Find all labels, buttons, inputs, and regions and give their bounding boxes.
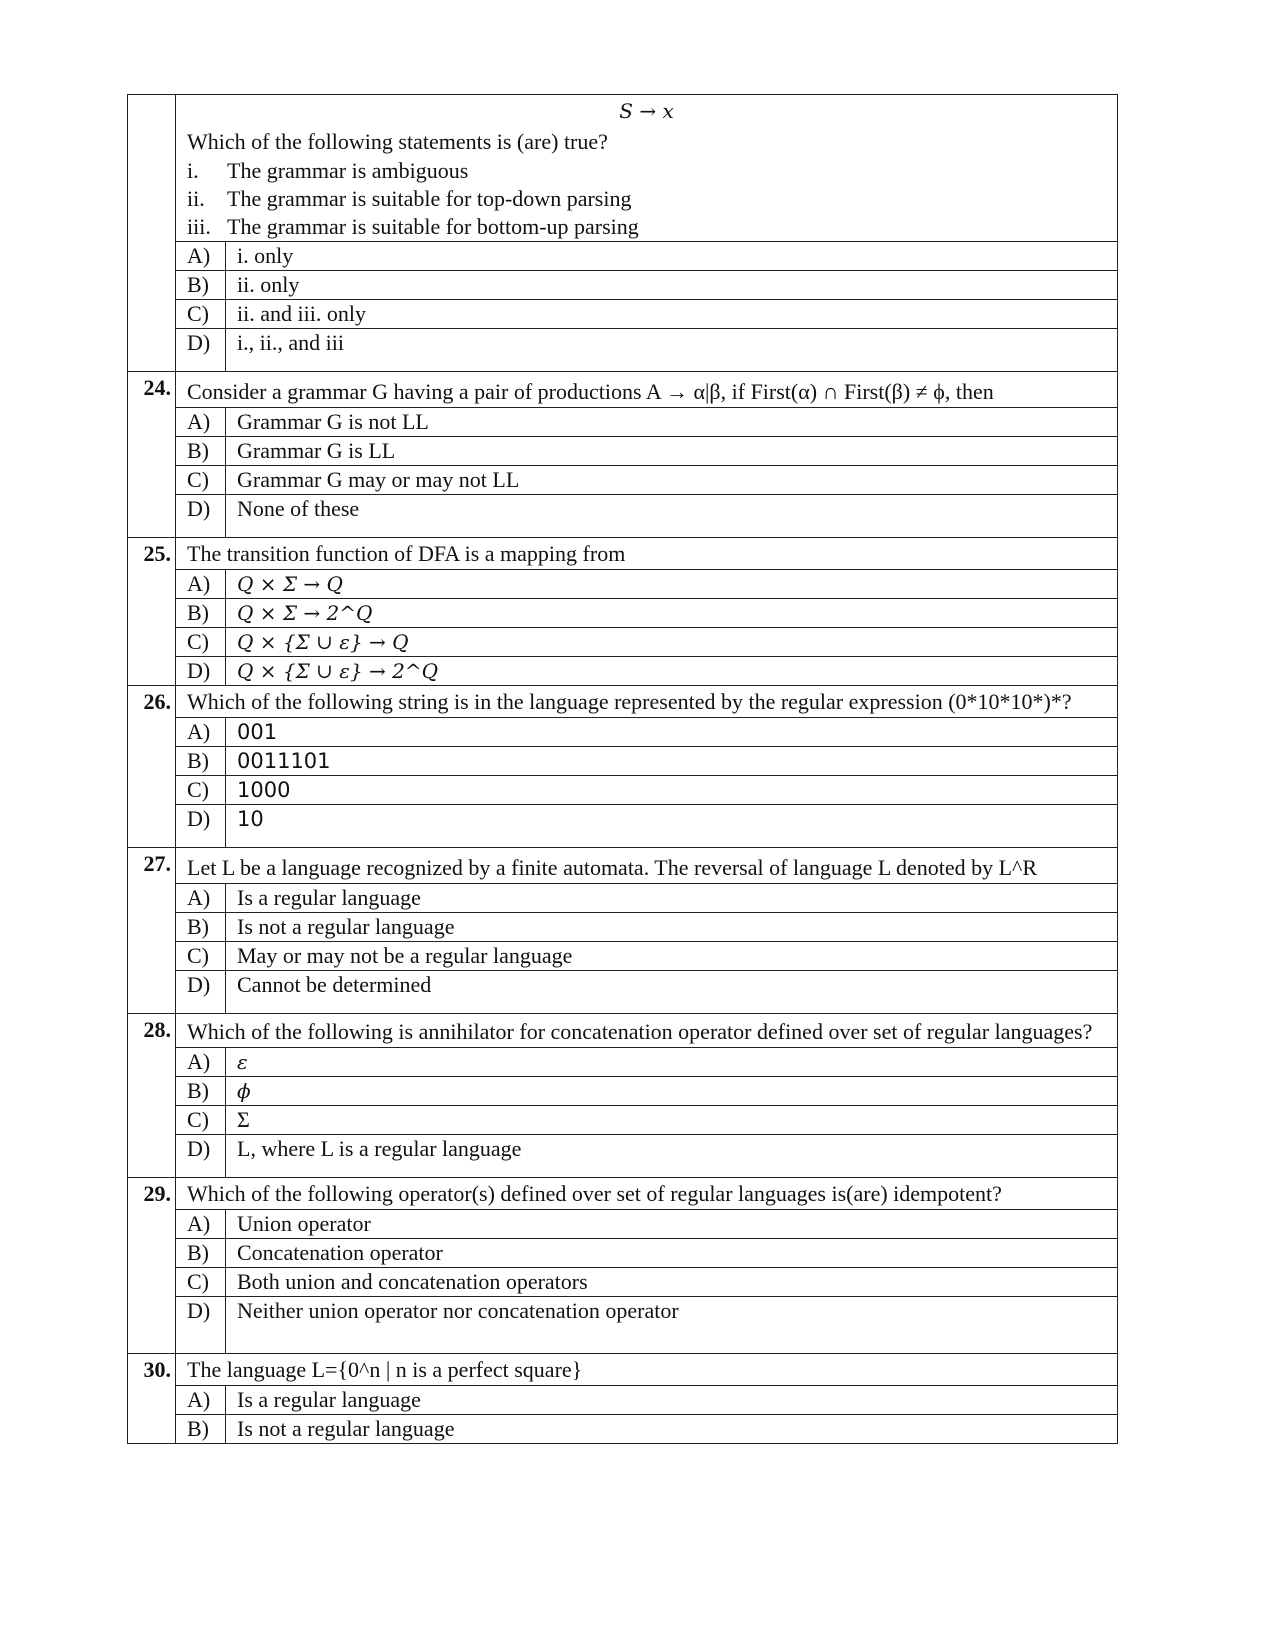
question-body (176, 1014, 1117, 1177)
option-d (176, 656, 1117, 685)
production-rule: S → x (619, 99, 674, 123)
option-a (176, 717, 1117, 746)
option-a (176, 241, 1117, 270)
option-text: i. only (237, 243, 294, 268)
question-number: 26. (128, 686, 176, 847)
option-b (176, 1076, 1117, 1105)
question-body (176, 848, 1117, 1013)
option-text: ε (237, 1050, 248, 1074)
statement (176, 185, 1117, 213)
option-b (176, 1414, 1117, 1443)
option-label: A) (176, 1210, 226, 1238)
statement (176, 213, 1117, 241)
option-d (176, 494, 1117, 537)
question-body (176, 686, 1117, 847)
option-label: D) (176, 805, 226, 847)
option-text: ii. and iii. only (237, 301, 366, 326)
option-text: Is not a regular language (237, 914, 455, 939)
question-body (176, 1354, 1117, 1443)
statement-number: iii. (187, 214, 211, 239)
question-body (176, 538, 1117, 685)
question-text: Let L be a language recognized by a finite automata. The reversal of language L denoted by L^R (187, 855, 1038, 880)
question-27 (128, 847, 1117, 1013)
option-d (176, 804, 1117, 847)
option-text: i., ii., and iii (237, 330, 344, 355)
option-label: C) (176, 776, 226, 804)
option-label: B) (176, 599, 226, 627)
option-text: Union operator (237, 1211, 371, 1236)
option-c (176, 775, 1117, 804)
question-text: Which of the following statements is (are) true? (187, 129, 608, 154)
option-text: Q × {Σ ∪ ε} → 2^Q (237, 659, 439, 683)
option-label: D) (176, 971, 226, 1013)
option-label: C) (176, 628, 226, 656)
option-label: C) (176, 1268, 226, 1296)
option-a (176, 1047, 1117, 1076)
question-30 (128, 1353, 1117, 1443)
question-table (127, 94, 1118, 1444)
option-d (176, 970, 1117, 1013)
option-label: A) (176, 570, 226, 598)
option-label: C) (176, 942, 226, 970)
option-text: 1000 (237, 778, 291, 802)
question-26 (128, 685, 1117, 847)
option-d (176, 1134, 1117, 1177)
option-label: B) (176, 271, 226, 299)
question-body (176, 372, 1117, 537)
question-text: Which of the following string is in the language represented by the regular expression (0*10*10*)*? (187, 689, 1072, 714)
option-text: L, where L is a regular language (237, 1136, 522, 1161)
option-c (176, 1105, 1117, 1134)
option-text: Both union and concatenation operators (237, 1269, 588, 1294)
option-label: A) (176, 408, 226, 436)
option-text: Σ (237, 1107, 250, 1132)
option-label: D) (176, 1135, 226, 1177)
statement (176, 157, 1117, 185)
option-label: B) (176, 437, 226, 465)
option-a (176, 569, 1117, 598)
option-label: A) (176, 1386, 226, 1414)
option-label: C) (176, 300, 226, 328)
option-label: B) (176, 913, 226, 941)
option-a (176, 407, 1117, 436)
option-label: B) (176, 747, 226, 775)
option-text: Is a regular language (237, 885, 421, 910)
option-b (176, 598, 1117, 627)
question-number: 27. (128, 848, 176, 1013)
option-b (176, 436, 1117, 465)
option-text: May or may not be a regular language (237, 943, 573, 968)
question-25 (128, 537, 1117, 685)
option-c (176, 299, 1117, 328)
option-label: A) (176, 884, 226, 912)
question-number: 25. (128, 538, 176, 685)
question-number: 29. (128, 1178, 176, 1353)
question-number: 30. (128, 1354, 176, 1443)
question-body (176, 1178, 1117, 1353)
statement-text: The grammar is ambiguous (227, 158, 469, 183)
option-text: 10 (237, 807, 264, 831)
question-number: 28. (128, 1014, 176, 1177)
question-text: Which of the following is annihilator for concatenation operator defined over set of regular languages? (187, 1019, 1093, 1044)
option-label: C) (176, 1106, 226, 1134)
statement-number: ii. (187, 186, 205, 211)
option-text: Is not a regular language (237, 1416, 455, 1441)
question-28 (128, 1013, 1117, 1177)
option-text: Q × Σ → Q (237, 572, 343, 596)
option-label: D) (176, 495, 226, 537)
question-text: Which of the following operator(s) defined over set of regular languages is(are) idempotent? (187, 1181, 1002, 1206)
option-d (176, 1296, 1117, 1353)
question-29 (128, 1177, 1117, 1353)
option-text: Grammar G may or may not LL (237, 467, 520, 492)
question-number (128, 95, 176, 371)
option-b (176, 746, 1117, 775)
option-text: 001 (237, 720, 278, 744)
option-label: A) (176, 242, 226, 270)
option-b (176, 912, 1117, 941)
option-label: B) (176, 1415, 226, 1443)
option-text: Is a regular language (237, 1387, 421, 1412)
option-label: D) (176, 657, 226, 685)
option-c (176, 465, 1117, 494)
question-number: 24. (128, 372, 176, 537)
option-b (176, 1238, 1117, 1267)
option-c (176, 941, 1117, 970)
option-text: None of these (237, 496, 360, 521)
option-label: C) (176, 466, 226, 494)
option-text: Cannot be determined (237, 972, 432, 997)
option-d (176, 328, 1117, 371)
option-label: B) (176, 1239, 226, 1267)
option-label: A) (176, 718, 226, 746)
question-24 (128, 371, 1117, 537)
option-text: Grammar G is LL (237, 438, 396, 463)
option-label: D) (176, 1297, 226, 1353)
option-text: Q × Σ → 2^Q (237, 601, 373, 625)
option-label: D) (176, 329, 226, 371)
option-a (176, 1209, 1117, 1238)
option-text: ϕ (237, 1079, 251, 1103)
option-a (176, 883, 1117, 912)
option-c (176, 627, 1117, 656)
option-label: B) (176, 1077, 226, 1105)
option-c (176, 1267, 1117, 1296)
option-text: Grammar G is not LL (237, 409, 429, 434)
option-text: Concatenation operator (237, 1240, 443, 1265)
option-a (176, 1385, 1117, 1414)
question-text: The language L={0^n | n is a perfect square} (187, 1357, 583, 1382)
option-text: 0011101 (237, 749, 331, 773)
question-text: Consider a grammar G having a pair of productions A → α|β, if First(α) ∩ First(β) ≠ ϕ, then (187, 379, 994, 404)
question-body (176, 95, 1117, 371)
option-text: Q × {Σ ∪ ε} → Q (237, 630, 409, 654)
question-text: The transition function of DFA is a mapping from (187, 541, 626, 566)
question-23-continuation (128, 95, 1117, 371)
statement-text: The grammar is suitable for bottom-up parsing (227, 214, 639, 239)
statement-number: i. (187, 158, 199, 183)
option-text: ii. only (237, 272, 300, 297)
option-label: A) (176, 1048, 226, 1076)
option-b (176, 270, 1117, 299)
option-text: Neither union operator nor concatenation operator (237, 1298, 679, 1323)
statement-text: The grammar is suitable for top-down parsing (227, 186, 632, 211)
